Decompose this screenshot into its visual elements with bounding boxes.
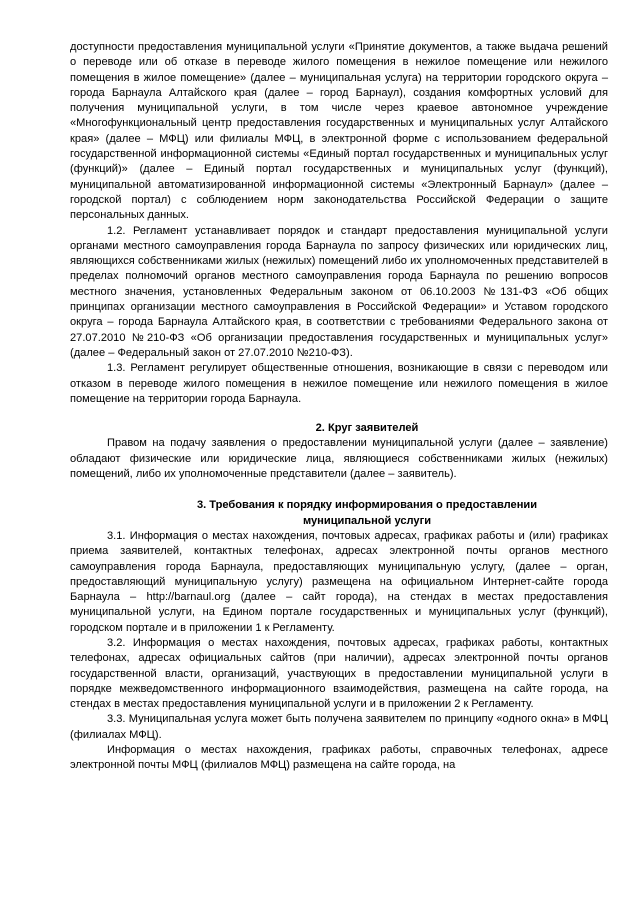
section-3-heading: [70, 498, 608, 529]
paragraph-3-3: 3.3. Муниципальная услуга может быть получена заявителем по принципу «одного окна» в МФЦ (филиалах МФЦ).: [70, 713, 608, 741]
paragraph-2: Правом на подачу заявления о предоставлении муниципальной услуги (далее – заявление) обладают физические или юридические лица, являющиеся собственниками жилых (нежилых) помещений, либо их уполномоченные представители (далее – заявитель).: [70, 437, 608, 481]
paragraph-3-1: 3.1. Информация о местах нахождения, почтовых адресах, графиках работы и (или) графиках приема заявителей, контактных телефонах, адресах электронной почты органов местного самоуправления города Барнаула, предоставляющих муниципальную услугу, (далее – орган, предоставляющий муниципальную услугу) размещена на официальном Интернет-сайте города Барнаула – http://barnaul.org (далее – сайт города), на стендах в местах предоставления муниципальной услуги, на Едином портале государственных и муниципальных услуг (функций), городском портале и в приложении 1 к Регламенту.: [70, 529, 608, 634]
document-page: [70, 40, 608, 774]
spacer: [70, 482, 608, 498]
paragraph-3-2: 3.2. Информация о местах нахождения, почтовых адресах, графиках работы, контактных телефонах, адресах официальных сайтов (при наличии), адресах электронной почты органов государственной власти, организаций, участвующих в предоставлении муниципальной услуги в порядке межведомственного информационного взаимодействия, размещена на сайте города, на стендах в местах предоставления муниципальной услуги и в приложении 2 к Регламенту.: [70, 636, 608, 711]
section-2-heading: 2. Круг заявителей: [315, 422, 419, 435]
section-3-heading-line-2: муниципальной услуги: [302, 514, 432, 527]
paragraph-1-3: 1.3. Регламент регулирует общественные отношения, возникающие в связи с переводом или отказом в переводе жилого помещения в нежилое помещение или нежилого помещения в жилое помещение на территории города Барнаула.: [70, 362, 608, 405]
spacer: [70, 407, 608, 421]
section-3-heading-line-1: 3. Требования к порядку информирования о предоставлении: [196, 499, 538, 512]
paragraph-3-3-continued: Информация о местах нахождения, графиках работы, справочных телефонах, адресе электронной почты МФЦ (филиалов МФЦ) размещена на сайте города, на: [70, 744, 608, 772]
intro-paragraph: доступности предоставления муниципальной услуги «Принятие документов, а также выдача решений о переводе или об отказе в переводе жилого помещения в нежилое помещение или нежилого помещения в жилое помещение» (далее – муниципальная услуга) на территории городского округа – города Барнаула Алтайского края (далее – город Барнаул), создания комфортных условий для получения муниципальной услуги, в том числе через краевое автономное учреждение «Многофункциональный центр предоставления государственных и муниципальных услуг Алтайского края» (далее – МФЦ) или филиалы МФЦ, в электронной форме с использованием федеральной государственной информационной системы «Единый портал государственных и муниципальных услуг (функций)» (далее – Единый портал государственных и муниципальных услуг (функций), муниципальной автоматизированной информационной системы «Электронный Барнаул» (далее – городской портал) с соблюдением норм законодательства Российской Федерации о защите персональных данных.: [70, 41, 608, 222]
paragraph-1-2: 1.2. Регламент устанавливает порядок и стандарт предоставления муниципальной услуги органами местного самоуправления города Барнаула по запросу физических или юридических лиц, являющихся собственниками жилых (нежилых) помещений либо их уполномоченных представителей в пределах полномочий органов местного самоуправления города Барнаула по решению вопросов местного значения, установленных Федеральным законом от 06.10.2003 №131-ФЗ «Об общих принципах организации местного самоуправления в Российской Федерации» и Уставом городского округа – города Барнаула Алтайского края, в соответствии с требованиями Федерального закона от 27.07.2010 №210-ФЗ «Об организации предоставления государственных и муниципальных услуг» (далее – Федеральный закон от 27.07.2010 №210-ФЗ).: [70, 224, 608, 359]
